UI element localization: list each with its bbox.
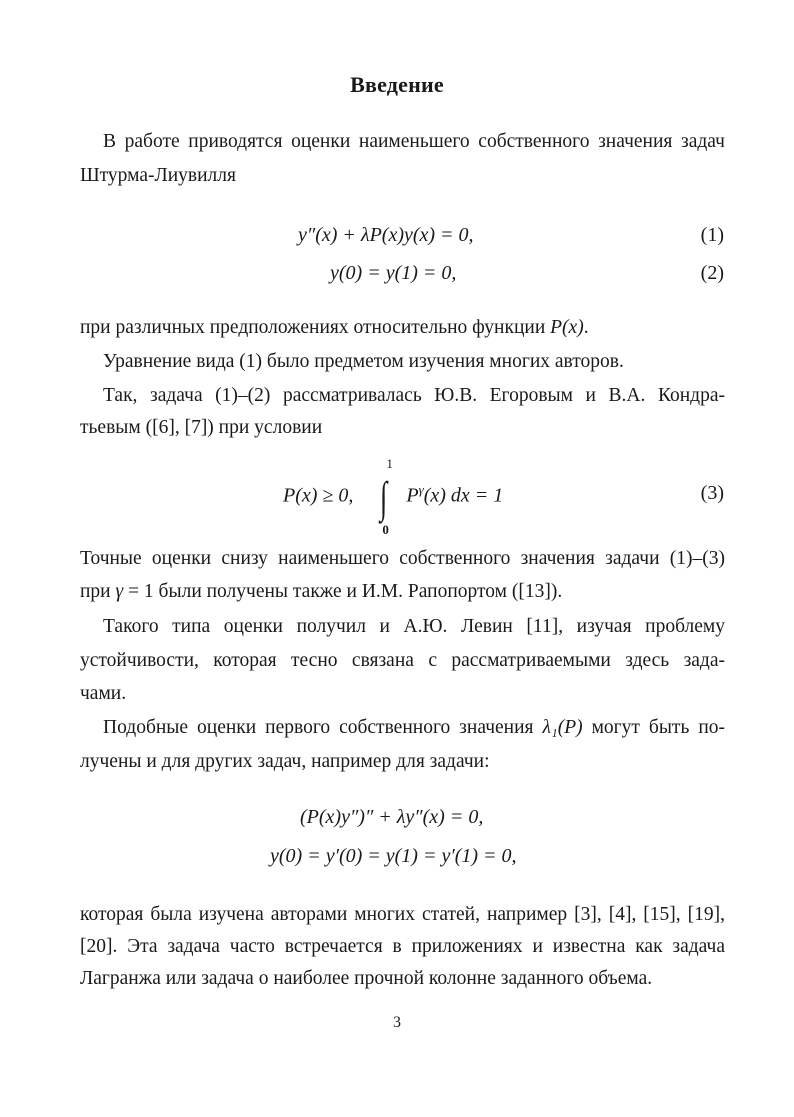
paragraph-line: Точные оценки снизу наименьшего собственного значения задачи (1)–(3) — [80, 548, 725, 569]
paragraph-line — [80, 580, 725, 604]
equation-number: (2) — [700, 262, 724, 284]
paragraph-line: Так, задача (1)–(2) рассматривалась Ю.В. Егоровым и В.А. Кондра- — [103, 385, 725, 406]
equation-number: (1) — [700, 224, 724, 246]
text: . — [583, 317, 589, 338]
equation-3 — [0, 456, 794, 538]
paragraph-line: устойчивости, которая тесно связана с рассматриваемыми здесь зада- — [80, 650, 725, 671]
paragraph-line: Уравнение вида (1) было предметом изучения многих авторов. — [103, 351, 624, 372]
equation-left: P(x) ≥ 0, — [283, 484, 354, 507]
text: при — [80, 581, 116, 602]
paragraph-line — [103, 716, 725, 740]
text: Подобные оценки первого собственного значения — [103, 717, 543, 738]
integrand-base: P — [406, 484, 419, 507]
page-number: 3 — [393, 1014, 401, 1031]
inline-math: γ — [115, 581, 124, 602]
section-title: Введение — [350, 72, 444, 97]
text: при различных предположениях относительно функции — [80, 317, 551, 338]
equation-4 — [0, 806, 794, 836]
text: = 1 были получены также и И.М. Рапопортом ([13]). — [123, 581, 563, 602]
equation-number: (3) — [700, 482, 724, 504]
paragraph-line: В работе приводятся оценки наименьшего собственного значения задач — [103, 131, 725, 152]
paragraph-line: которая была изучена авторами многих статей, например [3], [4], [15], [19], — [80, 904, 725, 925]
equation-body: y(0) = y′(0) = y(1) = y′(1) = 0, — [270, 845, 517, 867]
integral-sign — [380, 456, 400, 538]
equation-body: y″(x) + λP(x)y(x) = 0, — [298, 224, 474, 246]
paragraph-line — [80, 316, 725, 340]
paragraph-line: Такого типа оценки получил и А.Ю. Левин [11], изучая проблему — [103, 616, 725, 637]
paragraph-line: Лагранжа или задача о наиболее прочной колонне заданного объема. — [80, 968, 653, 989]
equation-body — [283, 456, 504, 538]
paragraph-line: лучены и для других задач, например для задачи: — [80, 751, 490, 772]
paragraph-line: тьевым ([6], [7]) при условии — [80, 417, 323, 438]
integral-lower-limit: 0 — [382, 522, 389, 538]
paragraph-line: Штурма-Лиувилля — [80, 165, 236, 186]
integrand-rest: (x) dx = 1 — [423, 484, 504, 507]
paragraph-line: чами. — [80, 683, 127, 704]
equation-1 — [0, 224, 794, 254]
inline-math: P(x) — [550, 317, 584, 338]
inline-math: λ₁(P) — [542, 717, 583, 738]
paragraph-line: [20]. Эта задача часто встречается в приложениях и известна как задача — [80, 936, 725, 957]
text: могут быть по- — [582, 717, 725, 738]
integrand-exponent: γ — [418, 482, 424, 497]
equation-body: (P(x)y″)″ + λy″(x) = 0, — [300, 806, 484, 828]
integral-upper-limit: 1 — [386, 456, 393, 472]
integral-symbol: ∫ — [380, 473, 388, 523]
equation-body: y(0) = y(1) = 0, — [330, 262, 457, 284]
equation-2 — [0, 262, 794, 292]
equation-5 — [0, 845, 794, 875]
